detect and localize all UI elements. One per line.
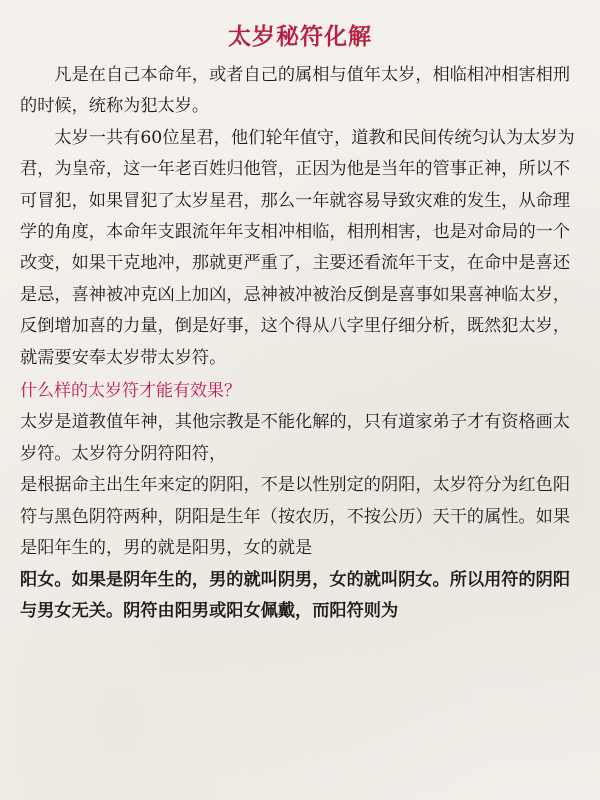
section-heading: 什么样的太岁符才能有效果？ bbox=[20, 381, 241, 402]
document-body bbox=[20, 60, 582, 627]
paragraph-2: 太岁一共有60位星君，他们轮年值守，道教和民间传统匀认为太岁为君，为皇帝，这一年老百姓归他管，正因为他是当年的管事正神，所以不可冒犯，如果冒犯了太岁星君，那么一年就容易导致灾难的发生，从命理学的角度，本命年支跟流年年支相冲相临，相刑相害，也是对命局的一个改变，如果干克地冲，那就更严重了，主要还看流年干支，在命中是喜还是忌，喜神被冲克凶上加凶，忌神被冲被治反倒是喜事如果喜神临太岁，反倒增加喜的力量，倒是好事，这个得从八字里仔细分析，既然犯太岁，就需要安奉太岁带太岁符。 bbox=[20, 127, 575, 368]
paragraph-5-bold: 阳女。如果是阴年生的，男的就叫阴男，女的就叫阴女。所以用符的阴阳与男女无关。阴符由阳男或阳女佩戴，而阳符则为 bbox=[20, 569, 571, 621]
page-title: 太岁秘符化解 bbox=[228, 24, 372, 50]
paragraph-3: 太岁是道教值年神，其他宗教是不能化解的，只有道家弟子才有资格画太岁符。太岁符分阴符阳符， bbox=[20, 412, 571, 464]
paragraph-1: 凡是在自己本命年，或者自己的属相与值年太岁，相临相冲相害相刑的时候，统称为犯太岁。 bbox=[20, 65, 571, 117]
paragraph-4: 是根据命主出生年来定的阴阳，不是以性别定的阴阳，太岁符分为红色阳符与黑色阴符两种，阴阳是生年（按农历，不按公历）天干的属性。如果是阳年生的，男的就是阳男，女的就是 bbox=[20, 475, 571, 559]
